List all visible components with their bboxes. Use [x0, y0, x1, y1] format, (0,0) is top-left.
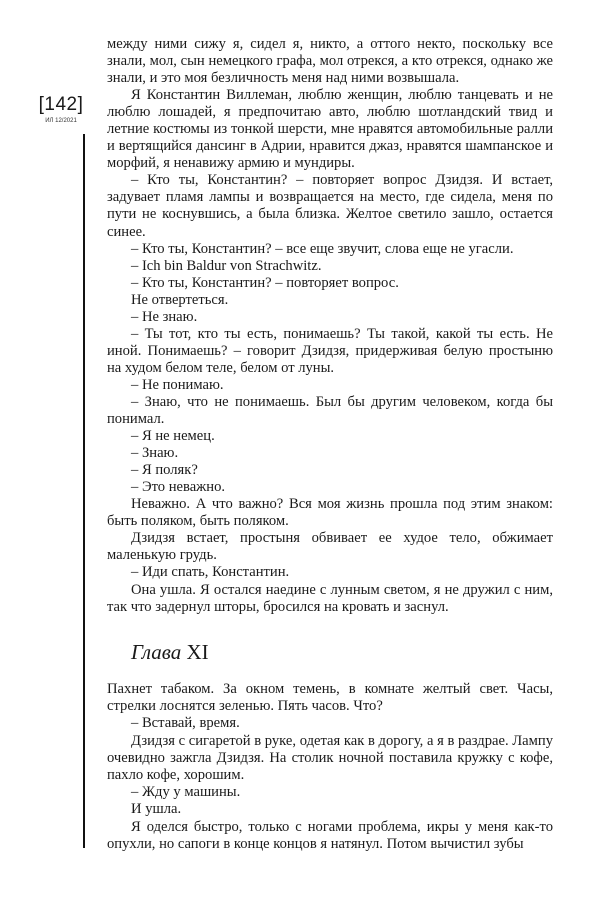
- paragraph: между ними сижу я, сидел я, никто, а оттого некто, поскольку все знали, мол, сын немецкого графа, мол отрекся, а кто отрекся, однако же знали, и это моя безличность меня над ними возвышала.: [107, 36, 553, 87]
- chapter-heading: [131, 640, 209, 665]
- paragraph: – Это неважно.: [131, 479, 226, 496]
- paragraph: Пахнет табаком. За окном темень, в комнате желтый свет. Часы, стрелки лоснятся зеленью. Пять часов. Что?: [107, 681, 553, 715]
- issue-label: ИЛ 12/2021: [45, 118, 77, 124]
- margin-rule: [83, 134, 85, 848]
- chapter-number: XI: [186, 640, 209, 664]
- paragraph: – Кто ты, Константин? – все еще звучит, слова еще не угасли.: [131, 240, 514, 257]
- paragraph: – Знаю.: [131, 445, 179, 462]
- chapter-word: Глава: [131, 640, 182, 664]
- body-text-section-2: [107, 681, 553, 853]
- paragraph: – Вставай, время.: [131, 715, 240, 732]
- paragraph: – Кто ты, Константин? – повторяет вопрос Дзидзя. И встает, задувает пламя лампы и возвращается на место, где сидела, меня по пути не коснувшись, а была близка. Желтое светило зашло, остается синее.: [107, 172, 553, 240]
- paragraph: – Я поляк?: [131, 462, 198, 479]
- paragraph: – Кто ты, Константин? – повторяет вопрос.: [131, 274, 399, 291]
- paragraph: Не отвертеться.: [131, 291, 229, 308]
- paragraph: Неважно. А что важно? Вся моя жизнь прошла под этим знаком: быть поляком, быть поляком.: [107, 496, 553, 530]
- paragraph: Дзидзя встает, простыня обвивает ее худое тело, обжимает маленькую грудь.: [107, 530, 553, 564]
- paragraph: Я Константин Виллеман, люблю женщин, люблю танцевать и не люблю лошадей, я предпочитаю авто, люблю шотландский твид и летние костюмы из тонкой шерсти, мне нравятся автомобильные ралли и вертящийся дансинг в Адрии, нравится джаз, нравятся шампанское и морфий, я ненавижу армию и мундиры.: [107, 87, 553, 172]
- paragraph: И ушла.: [131, 801, 182, 818]
- paragraph: – Иди спать, Константин.: [131, 564, 290, 581]
- paragraph: – Не понимаю.: [131, 376, 224, 393]
- page-folio: [30, 94, 92, 124]
- paragraph: – Знаю, что не понимаешь. Был бы другим человеком, когда бы понимал.: [107, 393, 553, 428]
- paragraph: Я оделся быстро, только с ногами проблема, икры у меня как-то опухли, но сапоги в конце концов я натянул. Потом вычистил зубы: [107, 818, 553, 852]
- paragraph: – Я не немец.: [131, 428, 215, 445]
- paragraph: – Жду у машины.: [131, 784, 241, 801]
- paragraph: Дзидзя с сигаретой в руке, одетая как в дорогу, а я в раздрае. Лампу очевидно зажгла Дзидзя. На столик ночной поставила кружку с кофе, пахло кофе, хорошим.: [107, 732, 553, 784]
- body-text-section-1: [107, 36, 553, 616]
- page-number: [142]: [38, 94, 84, 115]
- paragraph: – Не знаю.: [131, 308, 198, 325]
- paragraph: – Ich bin Baldur von Strachwitz.: [131, 257, 322, 274]
- paragraph: – Ты тот, кто ты есть, понимаешь? Ты такой, какой ты есть. Не иной. Понимаешь? – говорит Дзидзя, придерживая белую простыню на худом белом теле, белом от луны.: [107, 325, 553, 376]
- paragraph: Она ушла. Я остался наедине с лунным светом, я не дружил с ним, так что задернул шторы, бросился на кровать и заснул.: [107, 581, 553, 615]
